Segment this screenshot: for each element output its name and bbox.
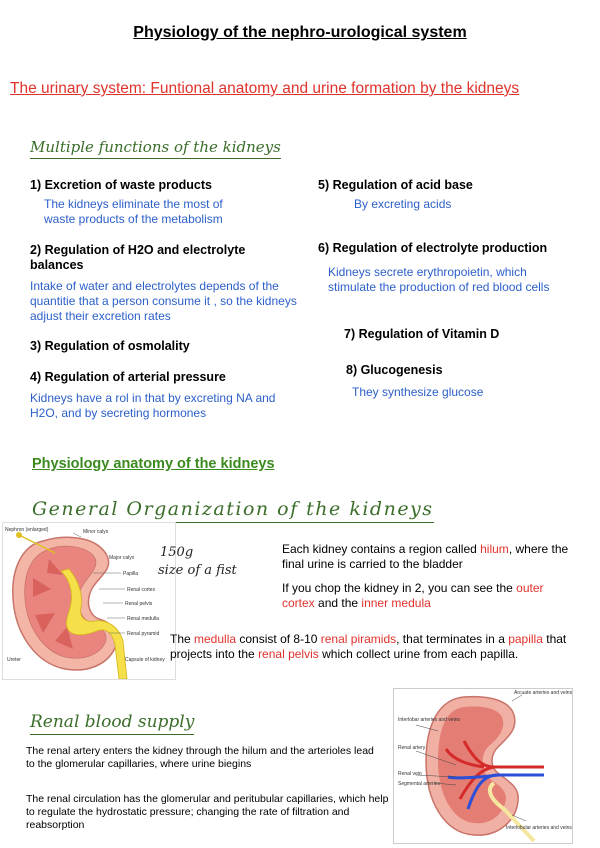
label-segmental: Segmental arteries — [398, 781, 440, 787]
label-minor-calyx: Minor calyx — [83, 529, 109, 535]
label-papilla: Papilla — [123, 571, 139, 577]
function-8-heading: 8) Glucogenesis — [346, 363, 443, 377]
page-title: Physiology of the nephro-urological system — [133, 24, 467, 41]
text-run: The — [170, 632, 195, 646]
paragraph-medulla — [170, 632, 588, 662]
function-6-heading: 6) Regulation of electrolyte production — [318, 241, 548, 255]
highlight-renal-piramids: renal piramids — [320, 632, 397, 646]
label-renal-pelvis: Renal pelvis — [125, 601, 153, 607]
page-subtitle: The urinary system: Funtional anatomy and urine formation by the kidneys — [10, 80, 520, 97]
text-run: , where the final urine is carried to the bladder — [282, 542, 569, 571]
label-renal-artery: Renal artery — [398, 745, 426, 751]
function-2-heading: 2) Regulation of H2O and electrolyte balances — [30, 243, 246, 272]
label-renal-pyramid: Renal pyramid — [127, 631, 160, 637]
leader-line — [73, 533, 81, 537]
label-major-calyx: Major calyx — [109, 555, 135, 561]
function-7-heading: 7) Regulation of Vitamin D — [344, 327, 500, 341]
label-arcuate: Arcuate arteries and veins — [514, 690, 572, 696]
text-run: Each kidney contains a region called — [282, 542, 481, 556]
text-run: , that terminates in a — [396, 632, 509, 646]
text-run: consist of 8-10 — [236, 632, 321, 646]
paragraph-cortex-medula — [282, 581, 572, 611]
label-renal-medulla: Renal medulla — [127, 616, 159, 622]
highlight-renal-pelvis: renal pelvis — [258, 647, 319, 661]
highlight-papilla: papilla — [508, 632, 543, 646]
label-nephron: Nephron (enlarged) — [5, 527, 49, 533]
section-heading-anatomy: Physiology anatomy of the kidneys — [32, 456, 275, 472]
paragraph-renal-circulation: The renal circulation has the glomerular and peritubular capillaries, which help to regulate the hydrostatic pressure; changing the rate of filtration and reabsorption — [26, 793, 389, 831]
function-1-heading: 1) Excretion of waste products — [30, 178, 212, 192]
label-capsule: Capsule of kidney — [125, 657, 165, 663]
text-run: and the — [314, 596, 362, 610]
label-renal-vein: Renal vein — [398, 771, 422, 777]
kidney-anatomy-diagram — [2, 522, 176, 680]
highlight-medulla: medulla — [194, 632, 237, 646]
note-size: size of a fist — [158, 563, 237, 578]
kidney-anatomy-svg — [3, 523, 175, 679]
highlight-inner-medula: inner medula — [361, 596, 431, 610]
function-2-desc: Intake of water and electrolytes depends of the quantitie that a person consume it , so the kidneys adjust their excretion rates — [30, 279, 297, 323]
paragraph-renal-artery: The renal artery enters the kidney through the hilum and the arterioles lead to the glomerular capillaries, where urine biegins — [26, 745, 374, 770]
text-run: If you chop the kidney in 2, you can see the — [282, 581, 517, 595]
label-renal-cortex: Renal cortex — [127, 587, 156, 593]
highlight-hilum: hilum — [480, 542, 509, 556]
paragraph-hilum — [282, 542, 582, 572]
label-ureter: Ureter — [7, 657, 21, 663]
function-5-desc: By excreting acids — [354, 197, 452, 211]
label-interlobar: Interlobar arteries and veins — [398, 717, 460, 723]
function-4-heading: 4) Regulation of arterial pressure — [30, 370, 226, 384]
function-8-desc: They synthesize glucose — [352, 385, 484, 399]
label-interlobular: Interlobular arteries and veins — [506, 825, 572, 831]
subheading-renal-blood-supply: Renal blood supply — [30, 712, 194, 735]
note-weight: 150g — [160, 545, 194, 560]
renal-blood-supply-diagram — [393, 688, 573, 844]
text-run: that projects into the — [170, 632, 567, 661]
function-3-heading: 3) Regulation of osmolality — [30, 339, 190, 353]
highlight-outer-cortex: outer cortex — [282, 581, 544, 610]
section-heading-functions: Multiple functions of the kidneys — [30, 138, 281, 159]
function-6-desc: Kidneys secrete erythropoietin, which stimulate the production of red blood cells — [328, 265, 550, 294]
function-1-desc: The kidneys eliminate the most of waste products of the metabolism — [44, 197, 223, 226]
text-run: which collect urine from each papilla. — [318, 647, 519, 661]
subheading-general-organization: General Organization of the kidneys — [32, 498, 434, 523]
renal-blood-supply-svg — [394, 689, 572, 843]
function-4-desc: Kidneys have a rol in that by excreting NA and H2O, and by secreting hormones — [30, 391, 276, 420]
function-5-heading: 5) Regulation of acid base — [318, 178, 473, 192]
